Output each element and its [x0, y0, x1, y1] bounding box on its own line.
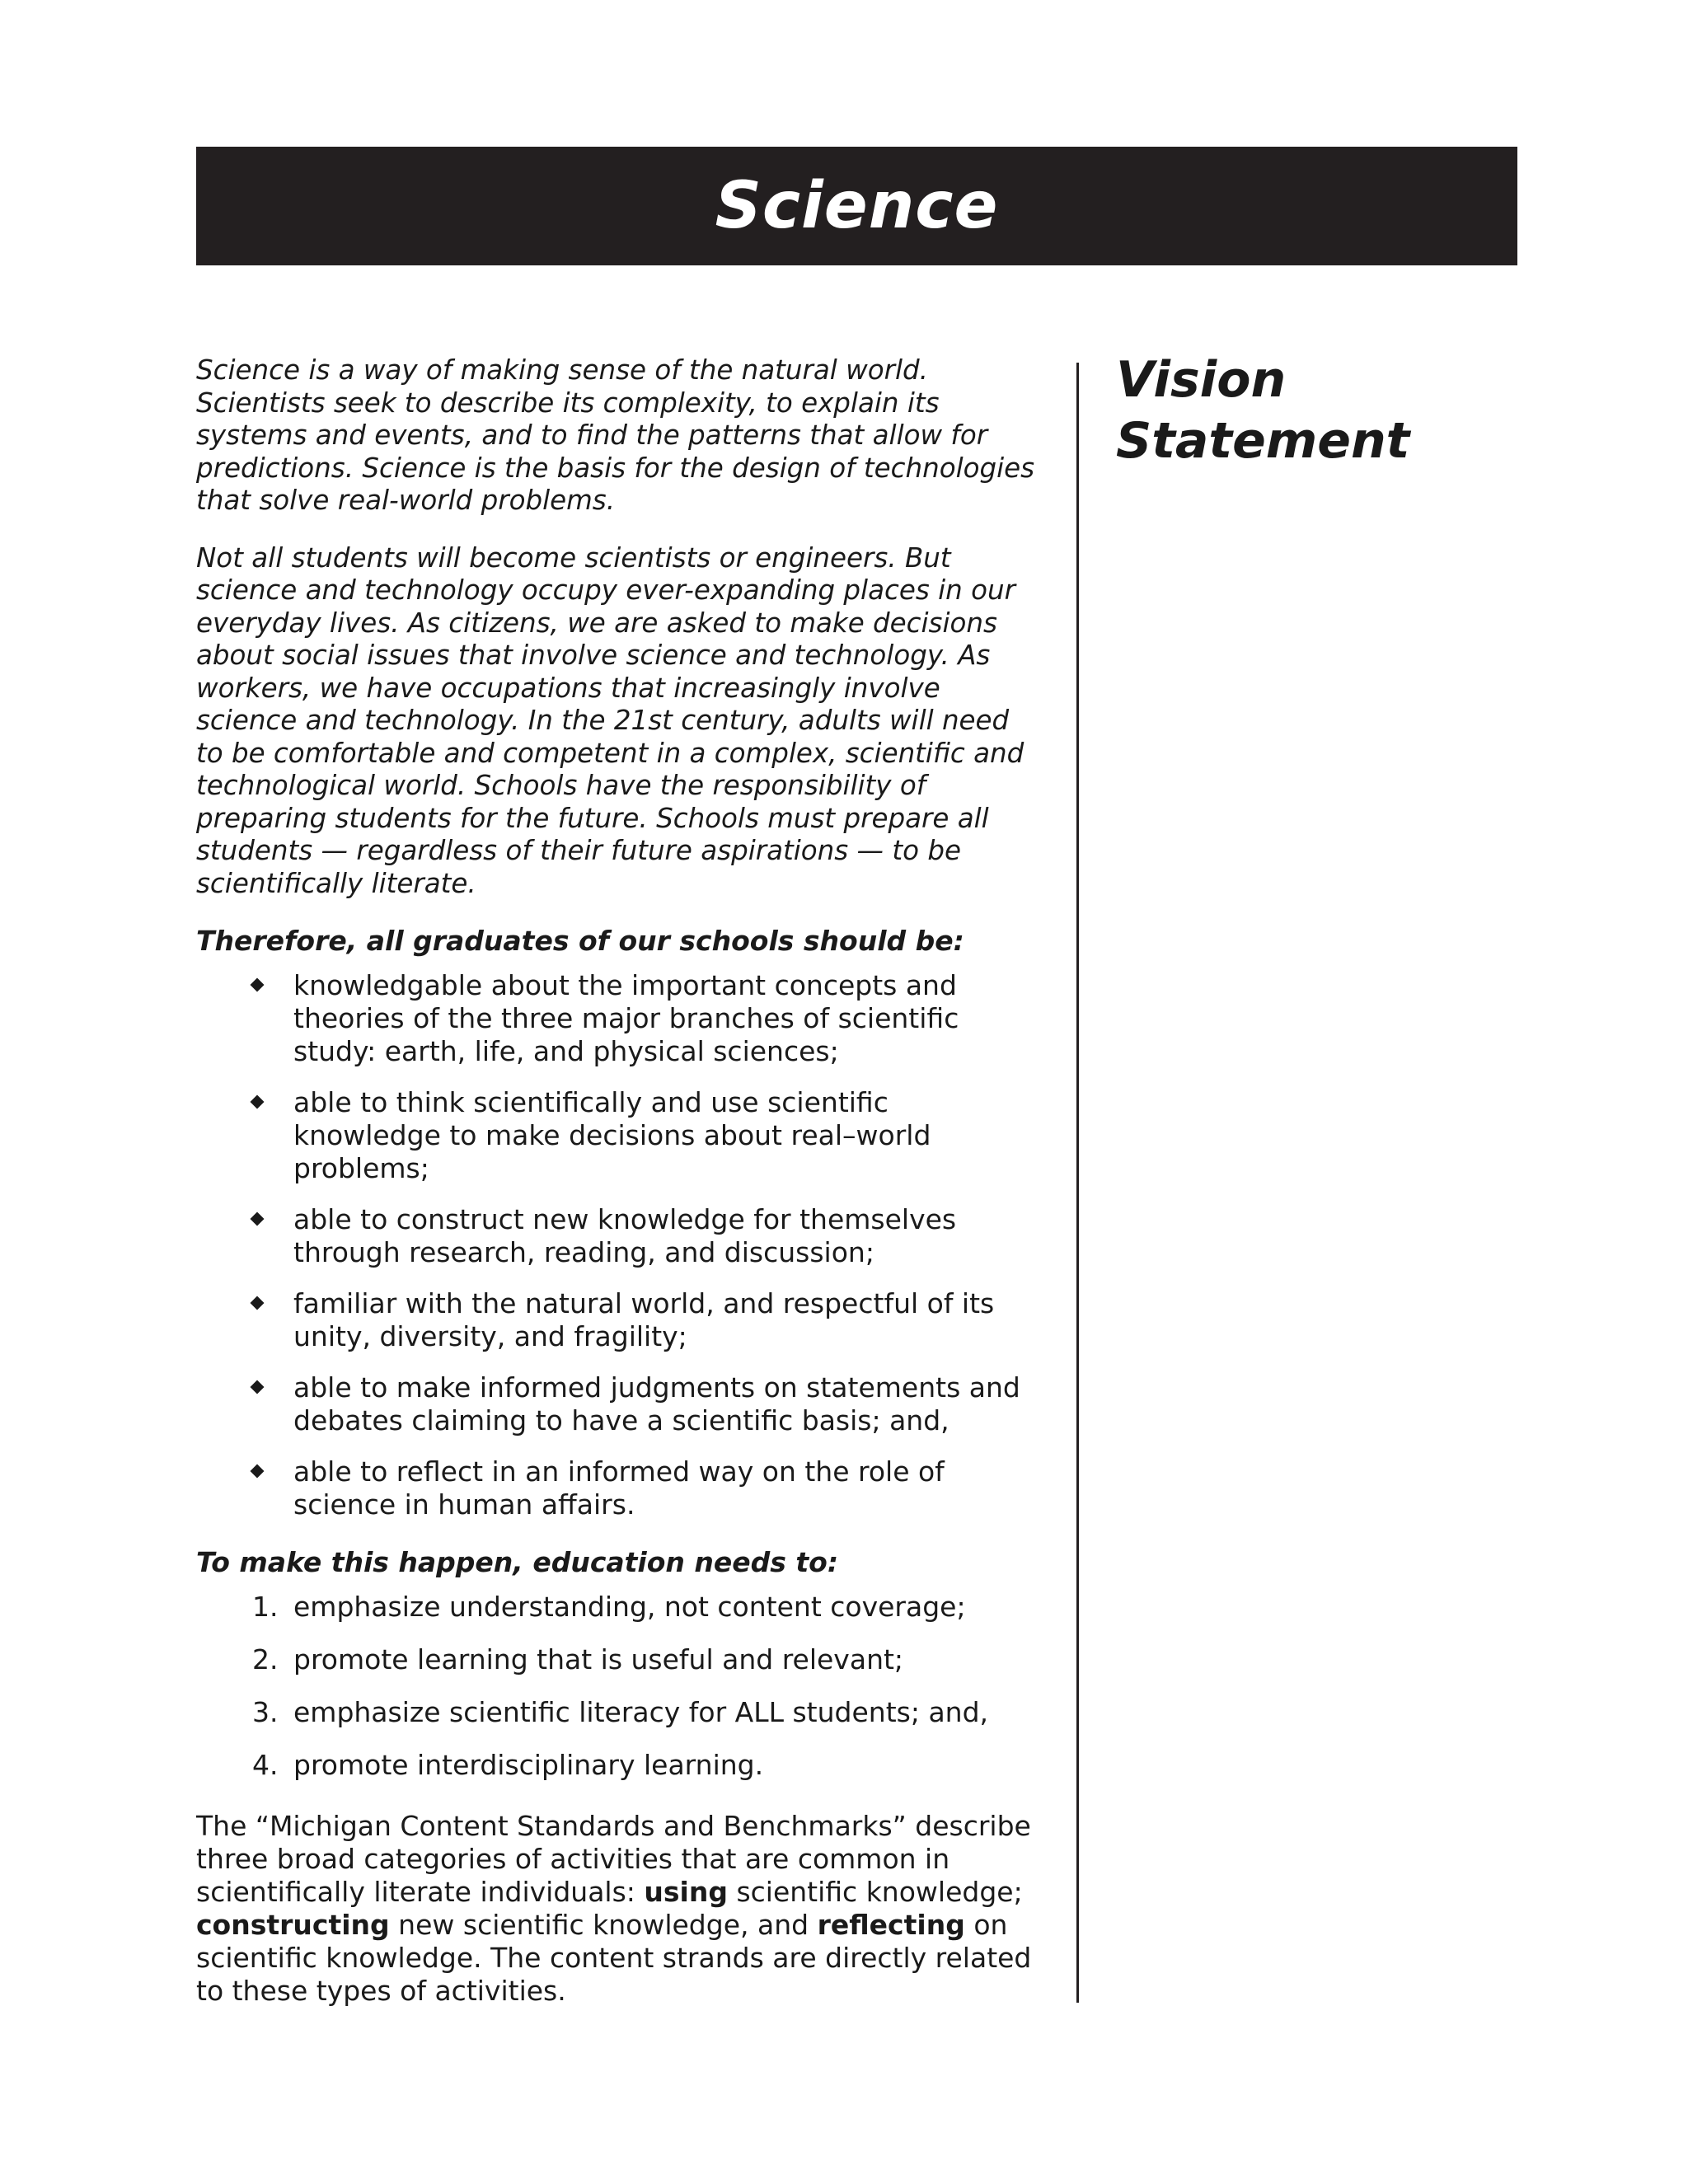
list-item	[196, 1086, 1037, 1185]
list-item-text: promote interdisciplinary learning.	[293, 1749, 764, 1781]
list-item	[196, 1696, 1037, 1729]
closing-text-2: scientific knowledge;	[727, 1876, 1023, 1908]
list-item	[196, 969, 1037, 1068]
list-item-text: promote learning that is useful and relevant;	[293, 1643, 904, 1675]
closing-text-4: on scientific knowledge. The content strands are directly related to these types of activities.	[196, 1909, 1032, 2007]
list-item	[196, 1455, 1037, 1521]
list-item-text: emphasize scientific literacy for ALL students; and,	[293, 1696, 989, 1728]
diamond-bullet-icon	[251, 1296, 265, 1310]
diamond-bullet-icon	[251, 1465, 265, 1479]
list-item-text: able to make informed judgments on statements and debates claiming to have a scientific basis; and,	[293, 1371, 1020, 1436]
education-lead-in: To make this happen, education needs to:	[196, 1546, 839, 1578]
list-item-text: able to think scientifically and use scientific knowledge to make decisions about real–world problems;	[293, 1086, 931, 1184]
list-item-text: knowledgable about the important concepts and theories of the three major branches of scientific study: earth, life, and physical sciences;	[293, 969, 959, 1067]
diamond-bullet-icon	[251, 1380, 265, 1394]
intro-paragraph-2: Not all students will become scientists or engineers. But science and technology occupy ever-expanding places in our everyday lives. As citizens, we are asked to make decisions about social issues that involve science and technology. As workers, we have occupations that increasingly involve science and technology. In the 21st century, adults will need to be comfortable and competent in a complex, scientific and technological world. Schools have the responsibility of preparing students for the future. Schools must prepare all students — regardless of their future aspirations — to be scientifically literate.	[196, 541, 1025, 899]
list-item	[196, 1643, 1037, 1676]
list-item	[196, 1371, 1037, 1437]
list-number: 3.	[252, 1696, 279, 1728]
page-title: Science	[715, 169, 999, 243]
column-divider	[1076, 363, 1079, 2003]
bold-using: using	[644, 1876, 728, 1908]
graduates-list	[196, 969, 1037, 1521]
title-banner	[196, 147, 1517, 265]
section-heading-line-2: Statement	[1116, 412, 1410, 470]
bold-constructing: constructing	[196, 1909, 390, 1941]
education-list	[196, 1591, 1037, 1782]
section-heading-line-1: Vision	[1116, 351, 1287, 409]
closing-text-1: The “Michigan Content Standards and Benchmarks” describe three broad categories of activities that are common in scientifically literate individuals:	[196, 1810, 1031, 1908]
main-column	[196, 354, 1037, 2008]
list-item-text: able to construct new knowledge for themselves through research, reading, and discussion;	[293, 1203, 957, 1268]
list-item	[196, 1749, 1037, 1782]
list-item	[196, 1287, 1037, 1353]
closing-text-3: new scientific knowledge, and	[389, 1909, 818, 1941]
bold-reflecting: reflecting	[817, 1909, 965, 1941]
section-heading	[1116, 349, 1512, 471]
closing-paragraph	[196, 1810, 1037, 2008]
graduates-lead-in: Therefore, all graduates of our schools should be:	[196, 925, 964, 957]
intro-paragraph-1: Science is a way of making sense of the natural world. Scientists seek to describe its complexity, to explain its systems and events, and to find the patterns that allow for predictions. Science is the basis for the design of technologies that solve real-world problems.	[196, 354, 1035, 516]
list-item-text: familiar with the natural world, and respectful of its unity, diversity, and fragility;	[293, 1287, 995, 1352]
list-number: 4.	[252, 1749, 279, 1781]
list-item-text: able to reflect in an informed way on the role of science in human affairs.	[293, 1455, 945, 1521]
diamond-bullet-icon	[251, 1095, 265, 1109]
list-item	[196, 1591, 1037, 1624]
diamond-bullet-icon	[251, 1212, 265, 1226]
list-number: 2.	[252, 1643, 279, 1675]
list-number: 1.	[252, 1591, 279, 1623]
list-item-text: emphasize understanding, not content coverage;	[293, 1591, 966, 1623]
diamond-bullet-icon	[251, 978, 265, 992]
list-item	[196, 1203, 1037, 1269]
